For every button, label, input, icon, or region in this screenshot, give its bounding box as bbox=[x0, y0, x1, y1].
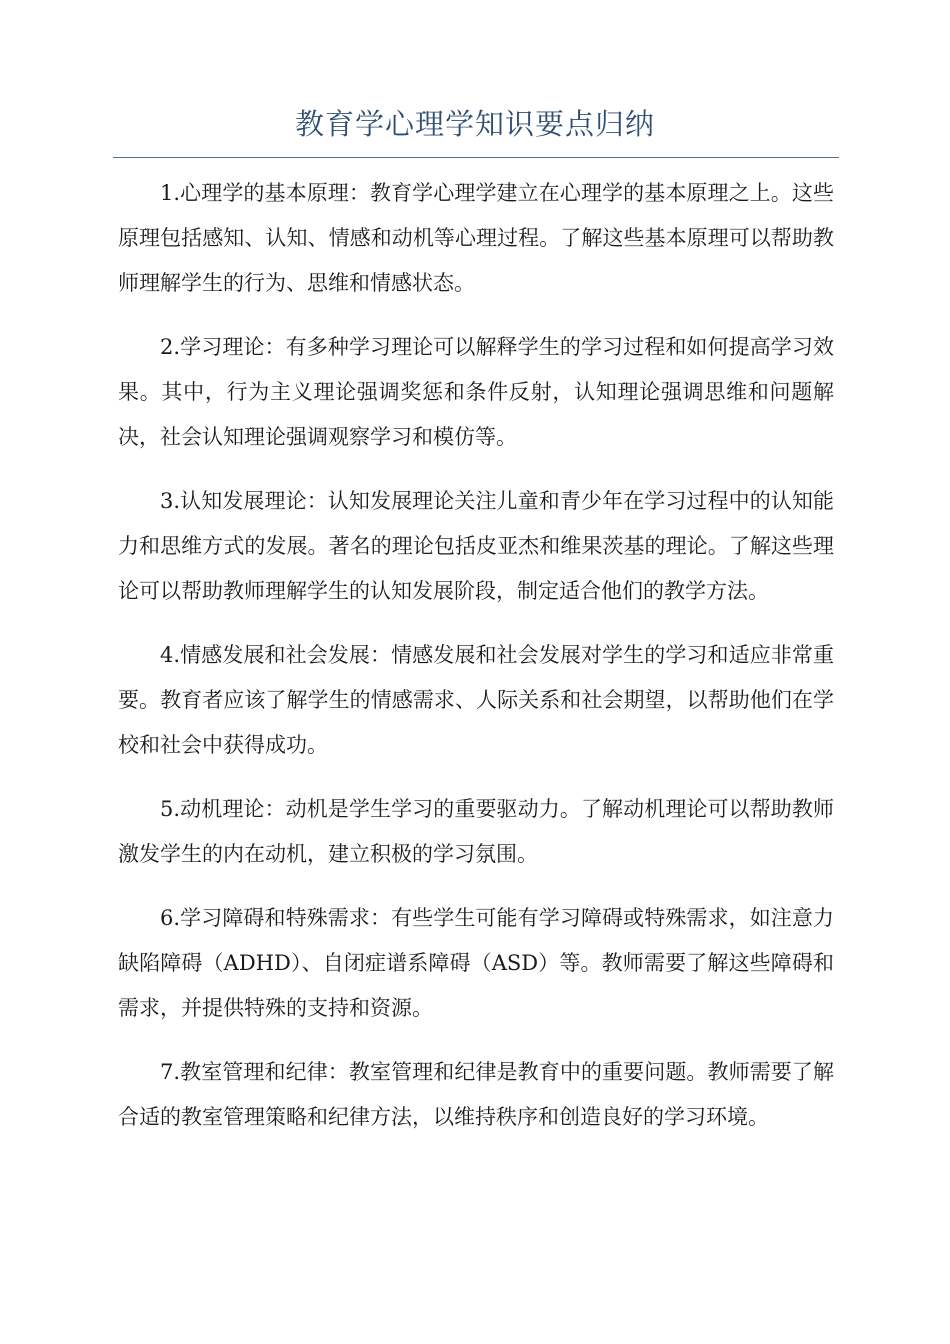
paragraph-4: 4.情感发展和社会发展：情感发展和社会发展对学生的学习和适应非常重要。教育者应该了解学生的情感需求、人际关系和社会期望，以帮助他们在学校和社会中获得成功。 bbox=[118, 643, 834, 757]
title-divider bbox=[113, 157, 839, 158]
paragraph-1: 1.心理学的基本原理：教育学心理学建立在心理学的基本原理之上。这些原理包括感知、认知、情感和动机等心理过程。了解这些基本原理可以帮助教师理解学生的行为、思维和情感状态。 bbox=[118, 181, 834, 295]
paragraph-2: 2.学习理论：有多种学习理论可以解释学生的学习过程和如何提高学习效果。其中，行为主义理论强调奖惩和条件反射，认知理论强调思维和问题解决，社会认知理论强调观察学习和模仿等。 bbox=[118, 335, 834, 449]
paragraph-5: 5.动机理论：动机是学生学习的重要驱动力。了解动机理论可以帮助教师激发学生的内在动机，建立积极的学习氛围。 bbox=[118, 797, 834, 866]
document-body bbox=[118, 171, 834, 1159]
paragraph-3: 3.认知发展理论：认知发展理论关注儿童和青少年在学习过程中的认知能力和思维方式的发展。著名的理论包括皮亚杰和维果茨基的理论。了解这些理论可以帮助教师理解学生的认知发展阶段，制定适合他们的教学方法。 bbox=[118, 489, 834, 603]
paragraph-6: 6.学习障碍和特殊需求：有些学生可能有学习障碍或特殊需求，如注意力缺陷障碍（ADHD）、自闭症谱系障碍（ASD）等。教师需要了解这些障碍和需求，并提供特殊的支持和资源。 bbox=[118, 906, 834, 1020]
document-title: 教育学心理学知识要点归纳 bbox=[294, 107, 655, 141]
paragraph-7: 7.教室管理和纪律：教室管理和纪律是教育中的重要问题。教师需要了解合适的教室管理策略和纪律方法，以维持秩序和创造良好的学习环境。 bbox=[118, 1060, 834, 1129]
